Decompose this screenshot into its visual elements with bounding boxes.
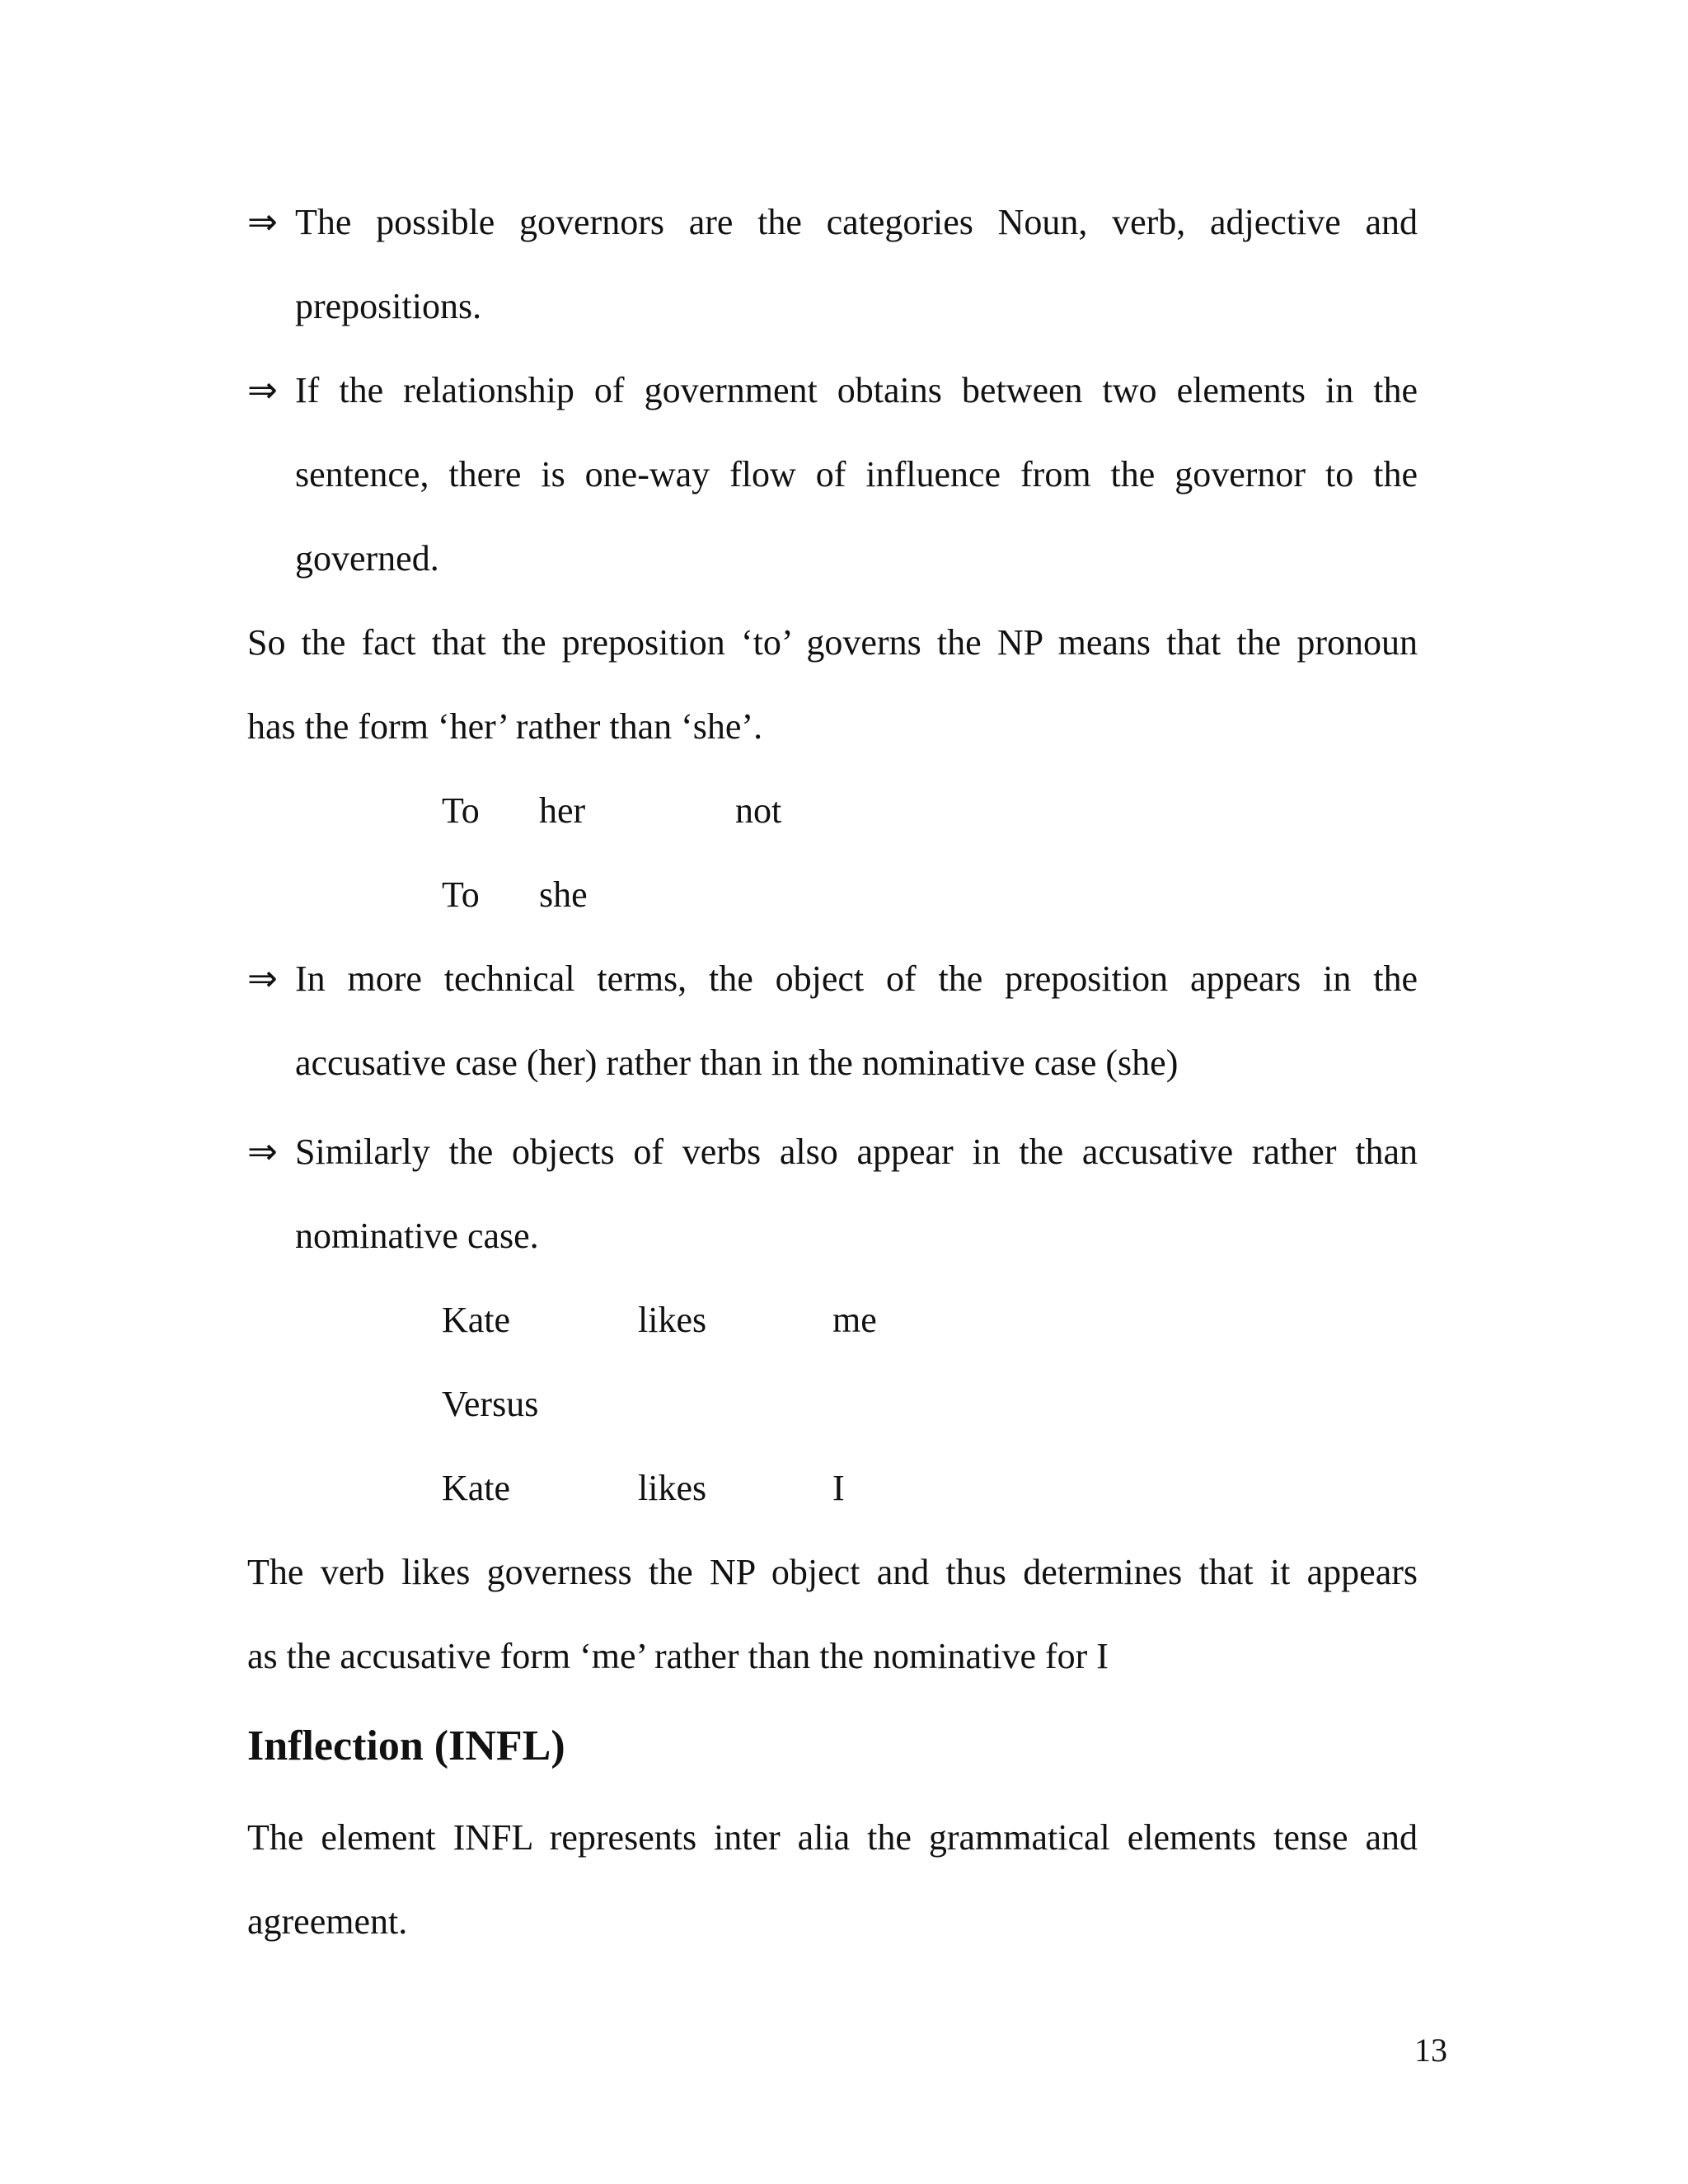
example-2-row-1-word-2: likes [638, 1300, 707, 1340]
paragraph-1-line-2: has the form ‘her’ rather than ‘she’. [247, 706, 763, 747]
example-1-row-1-word-2: her [539, 790, 586, 831]
example-2-row-3-word-2: likes [638, 1468, 707, 1508]
example-2-row-3-word-1: Kate [442, 1468, 511, 1508]
example-1-row-2-word-2: she [539, 874, 588, 915]
implies-arrow-icon: ⇒ [247, 1131, 278, 1173]
bullet-2-line-2: sentence, there is one-way flow of influence from the governor to the [295, 454, 1418, 494]
bullet-4-line-2: nominative case. [295, 1216, 539, 1256]
example-2-row-1-word-1: Kate [442, 1300, 511, 1340]
bullet-4-line-1: Similarly the objects of verbs also appear in the accusative rather than [295, 1132, 1418, 1172]
paragraph-3-line-1: The element INFL represents inter alia the grammatical elements tense and [247, 1817, 1418, 1858]
example-2-row-1-word-3: me [832, 1300, 877, 1340]
example-1-row-1-word-1: To [442, 790, 480, 831]
bullet-3-line-1: In more technical terms, the object of the preposition appears in the [295, 958, 1418, 999]
paragraph-2-line-2: as the accusative form ‘me’ rather than the nominative for I [247, 1636, 1109, 1676]
section-heading: Inflection (INFL) [247, 1722, 565, 1769]
bullet-2-line-3: governed. [295, 538, 439, 579]
bullet-1-line-1: The possible governors are the categories Noun, verb, adjective and [295, 202, 1418, 242]
example-2-row-3-word-3: I [832, 1468, 845, 1508]
page-number: 13 [1414, 2032, 1447, 2069]
bullet-1-line-2: prepositions. [295, 286, 482, 326]
example-1-row-1-word-3: not [735, 790, 782, 831]
implies-arrow-icon: ⇒ [247, 369, 278, 411]
implies-arrow-icon: ⇒ [247, 201, 278, 243]
example-1-row-2-word-1: To [442, 874, 480, 915]
bullet-3-line-2: accusative case (her) rather than in the nominative case (she) [295, 1043, 1179, 1083]
paragraph-1-line-1: So the fact that the preposition ‘to’ governs the NP means that the pronoun [247, 622, 1418, 663]
implies-arrow-icon: ⇒ [247, 958, 278, 1000]
example-2-row-2-word-1: Versus [442, 1384, 539, 1424]
bullet-2-line-1: If the relationship of government obtains between two elements in the [295, 370, 1418, 410]
paragraph-2-line-1: The verb likes governess the NP object and thus determines that it appears [247, 1552, 1418, 1592]
paragraph-3-line-2: agreement. [247, 1901, 408, 1942]
